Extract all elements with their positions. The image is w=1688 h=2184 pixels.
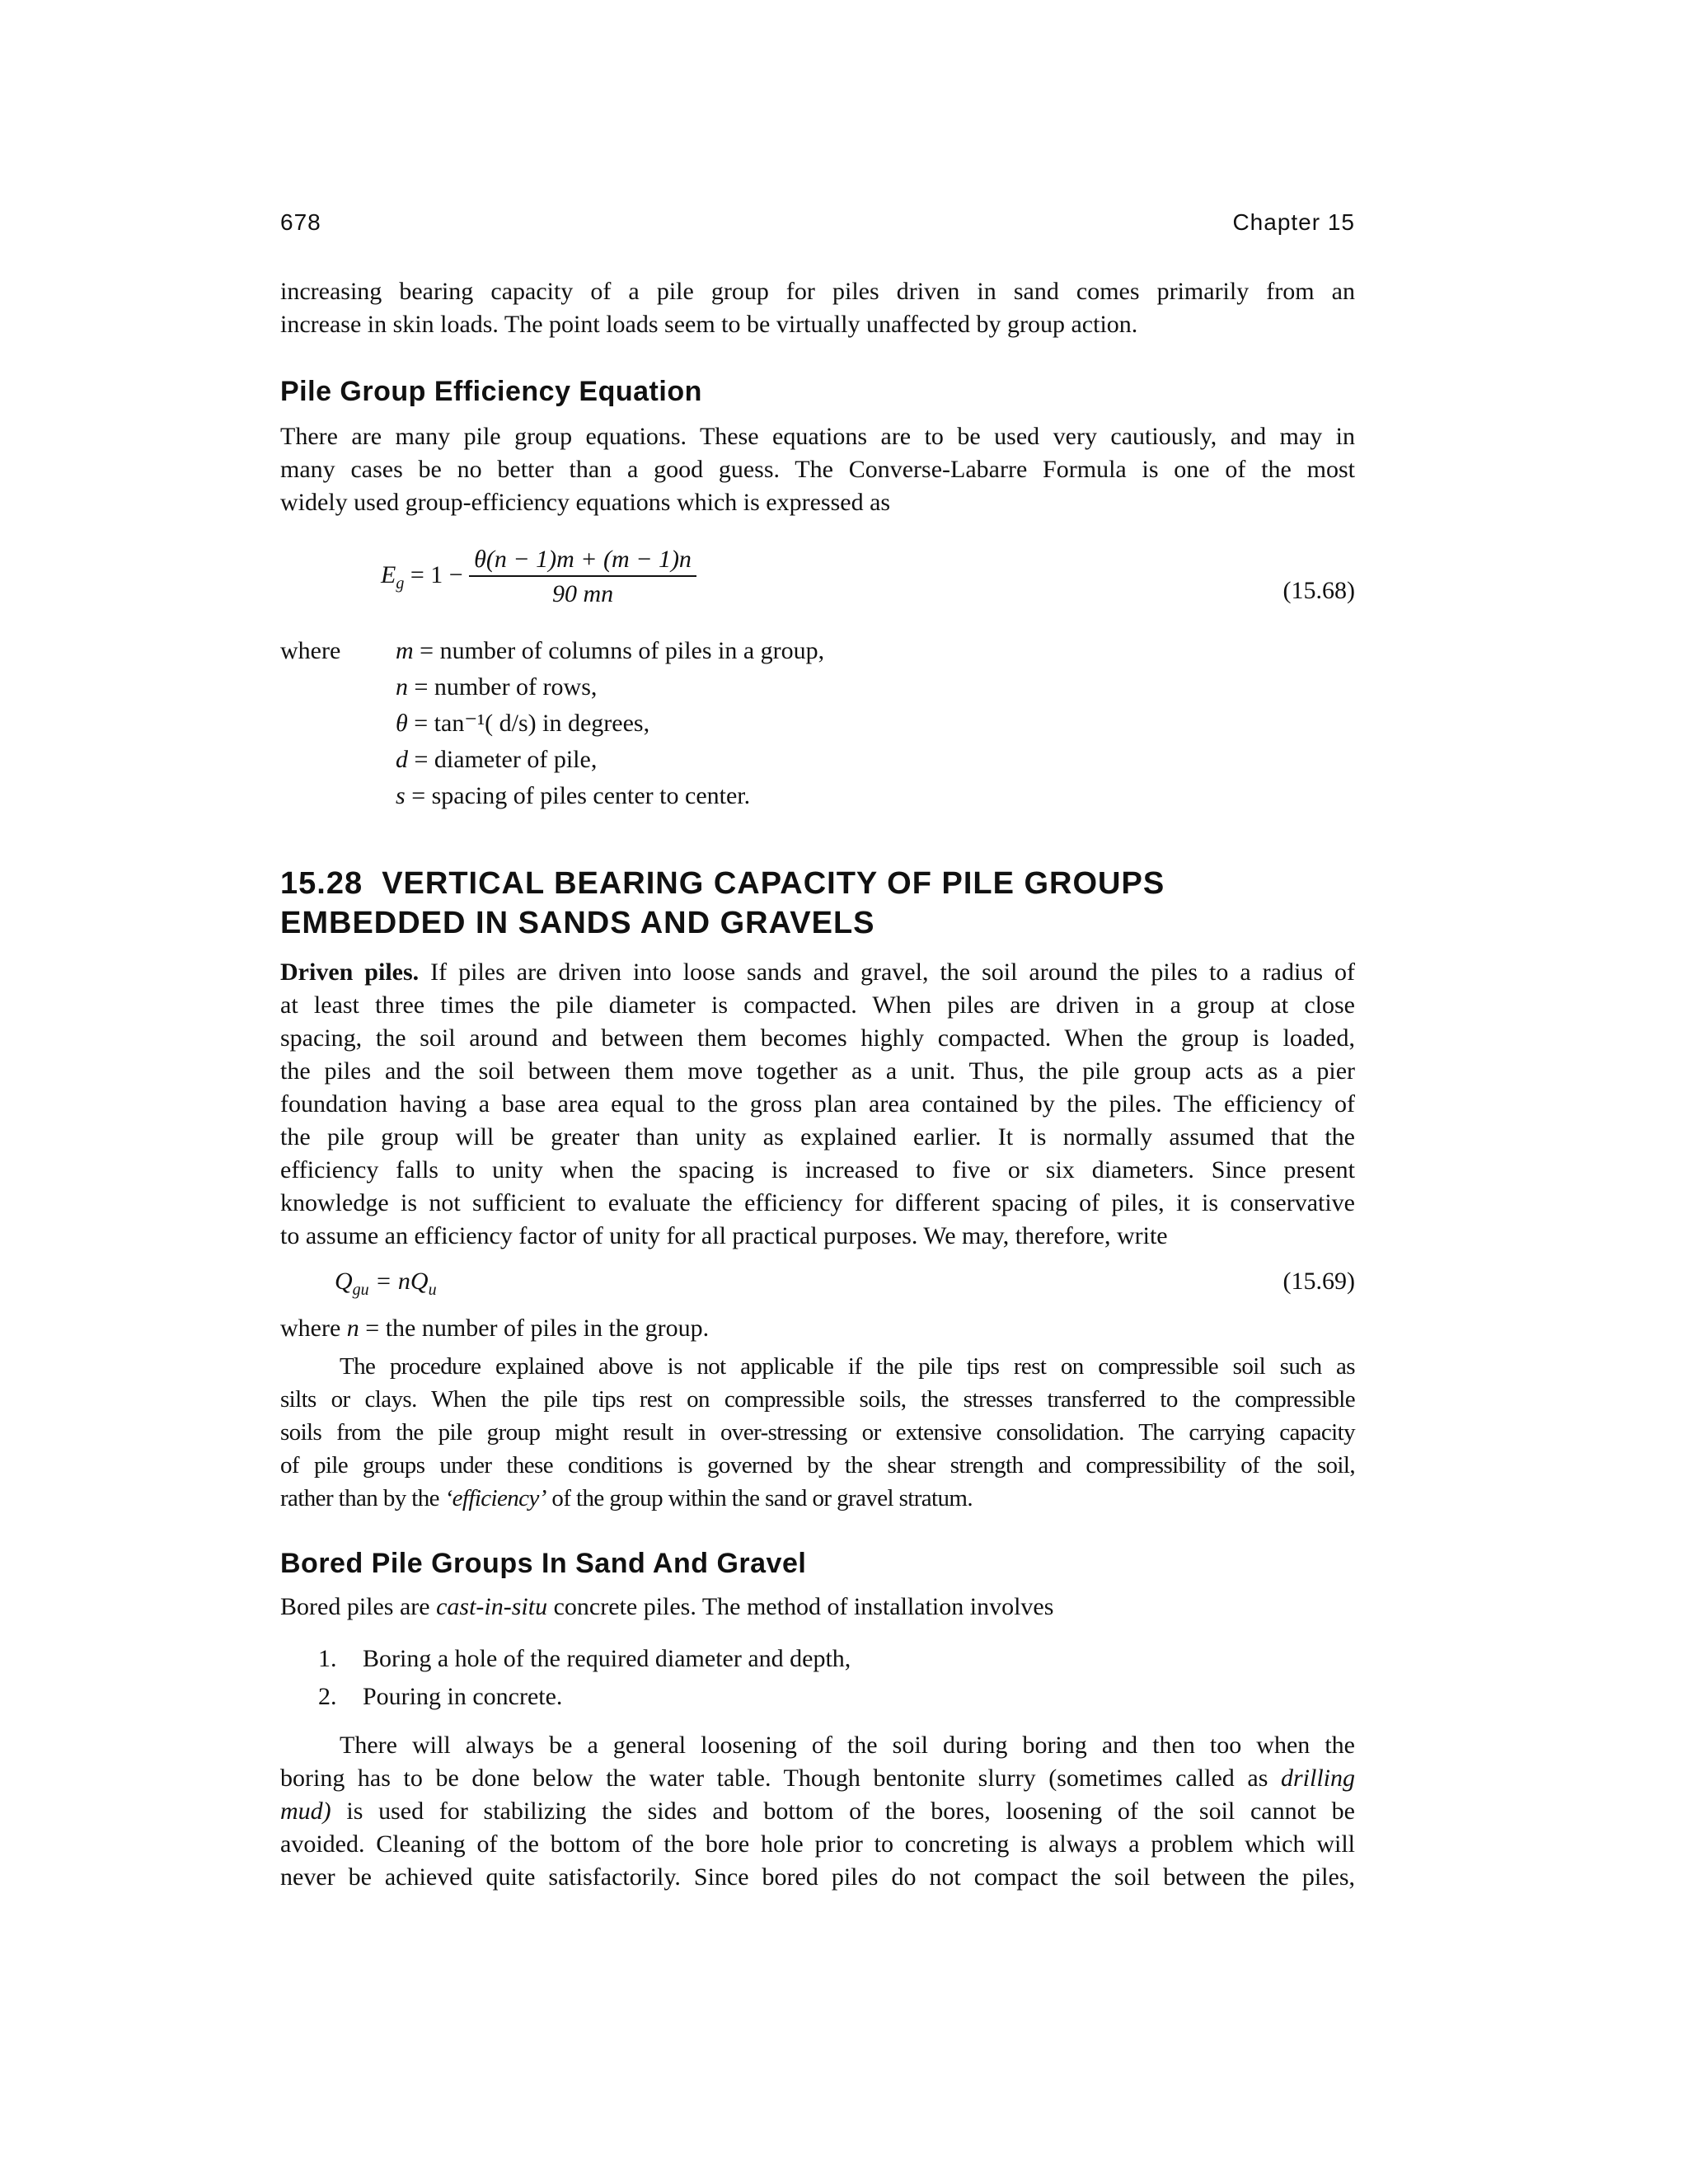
equation-number-15-68: (15.68) [1282, 577, 1355, 604]
text-line: increase in skin loads. The point loads seem to be virtually unaffected by group action. [280, 311, 1138, 338]
text-run: is used for stabilizing the sides and bottom of the bores, loosening of the soil cannot be [331, 1797, 1355, 1825]
text-line: foundation having a base area equal to the gross plan area contained by the piles. The efficiency of [280, 1090, 1355, 1118]
text-line: the pile group will be greater than unity as explained earlier. It is normally assumed that the [280, 1123, 1355, 1151]
def-symbol: s [396, 782, 406, 809]
eq-lhs: Q [335, 1268, 353, 1295]
section-heading-line: EMBEDDED IN SANDS AND GRAVELS [280, 906, 875, 940]
text-run: Bored piles are [280, 1593, 437, 1620]
text-line: at least three times the pile diameter is compacted. When piles are driven in a group at close [280, 991, 1355, 1019]
text-line: spacing, the soil around and between them becomes highly compacted. When the group is loaded, [280, 1024, 1355, 1052]
procedure-paragraph [280, 1350, 1355, 1515]
installation-steps-list [318, 1640, 851, 1716]
def-text: = number of columns of piles in a group, [413, 637, 825, 664]
definition-m [396, 633, 824, 669]
def-symbol: θ [396, 710, 408, 737]
equation-15-69 [335, 1268, 437, 1300]
definitions-list [396, 633, 824, 814]
text-run: concrete piles. The method of installation involves [547, 1593, 1054, 1620]
text-run: rather than by the [280, 1485, 445, 1511]
def-symbol: d [396, 746, 408, 773]
list-number: 2. [318, 1683, 337, 1710]
text-line: never be achieved quite satisfactorily. Since bored piles do not compact the soil between the piles, [280, 1863, 1355, 1891]
def-text: = number of rows, [408, 673, 598, 701]
text-line [280, 1795, 1355, 1828]
equation-number-15-69: (15.69) [1282, 1268, 1355, 1295]
text-line [280, 1762, 1355, 1795]
eq-rhs: Q [410, 1268, 429, 1295]
text-run: cast-in-situ [436, 1593, 548, 1620]
text-run: of the group within the sand or gravel stratum. [546, 1485, 973, 1511]
bored-intro [280, 1591, 1053, 1624]
where-n-line [280, 1312, 709, 1345]
def-text: = tan⁻¹( d/s) in degrees, [407, 710, 650, 737]
text-line: silts or clays. When the pile tips rest on compressible soils, the stresses transferred to the compressible [280, 1386, 1355, 1413]
list-item [318, 1640, 851, 1678]
eq-denominator: 90 mn [551, 580, 614, 607]
chapter-label: Chapter 15 [1232, 209, 1355, 235]
def-text: = diameter of pile, [408, 746, 598, 773]
list-item [318, 1678, 851, 1716]
eq-lhs: E [381, 560, 396, 588]
eq-lhs-sub: gu [352, 1281, 369, 1299]
text-line: avoided. Cleaning of the bottom of the bore hole prior to concreting is always a problem which will [280, 1830, 1355, 1858]
text-run: drilling [1280, 1765, 1355, 1792]
definition-s [396, 778, 824, 814]
text-line: to assume an efficiency factor of unity for all practical purposes. We may, therefore, write [280, 1222, 1168, 1249]
text-run: If piles are driven into loose sands and gravel, the soil around the piles to a radius of [419, 958, 1355, 986]
text-line: widely used group-efficiency equations which is expressed as [280, 489, 891, 516]
text-line: the piles and the soil between them move together as a unit. Thus, the pile group acts as a pier [280, 1057, 1355, 1085]
intro-paragraph [280, 275, 1355, 341]
def-text: = spacing of piles center to center. [405, 782, 751, 809]
text-line: knowledge is not sufficient to evaluate the efficiency for different spacing of piles, it is conservative [280, 1189, 1355, 1216]
subsection-heading-bored: Bored Pile Groups In Sand And Gravel [280, 1548, 807, 1579]
text-run: boring has to be done below the water table. Though bentonite slurry (sometimes called as [280, 1765, 1281, 1792]
text-line [280, 1482, 1355, 1515]
driven-piles-paragraph [280, 956, 1355, 1253]
text-run: where [280, 1315, 347, 1342]
driven-piles-label: Driven piles. [280, 958, 420, 986]
definition-n [396, 669, 824, 705]
eq-equals-one-minus: = 1 − [410, 560, 463, 588]
text-line: There will always be a general loosening of the soil during boring and then too when the [340, 1732, 1355, 1759]
text-run: mud) [280, 1797, 331, 1825]
text-line: of pile groups under these conditions is governed by the shear strength and compressibility of the soil, [280, 1452, 1355, 1479]
list-text: Pouring in concrete. [363, 1683, 563, 1710]
section-heading-15-28 [280, 864, 1165, 943]
def-symbol: n [396, 673, 408, 701]
eq-fraction [469, 546, 696, 608]
where-label: where [280, 637, 341, 664]
eq-lhs-sub: g [396, 574, 405, 593]
efficiency-paragraph [280, 420, 1355, 519]
eq-numerator: θ(n − 1)m + (m − 1)n [469, 546, 696, 577]
text-line: There are many pile group equations. These equations are to be used very cautiously, and may in [280, 423, 1355, 450]
list-number: 1. [318, 1645, 337, 1672]
eq-rhs-sub: u [428, 1281, 437, 1299]
subsection-heading-efficiency: Pile Group Efficiency Equation [280, 376, 702, 407]
text-line: increasing bearing capacity of a pile group for piles driven in sand comes primarily from an [280, 278, 1355, 305]
text-line [280, 956, 1355, 989]
text-line: The procedure explained above is not applicable if the pile tips rest on compressible soil such as [340, 1353, 1355, 1380]
text-run: ‘efficiency’ [444, 1485, 546, 1511]
page-number: 678 [280, 209, 321, 235]
text-line: efficiency falls to unity when the spacing is increased to five or six diameters. Since present [280, 1156, 1355, 1183]
text-run: n [346, 1315, 359, 1342]
definition-theta [396, 705, 824, 742]
equation-15-68 [381, 546, 696, 608]
list-text: Boring a hole of the required diameter and depth, [363, 1645, 851, 1672]
text-line: many cases be no better than a good guess. The Converse-Labarre Formula is one of the most [280, 456, 1355, 483]
eq-mid: = n [368, 1268, 410, 1295]
loosening-paragraph [280, 1729, 1355, 1894]
section-heading-line: 15.28 VERTICAL BEARING CAPACITY OF PILE GROUPS [280, 866, 1165, 901]
text-run: = the number of piles in the group. [359, 1315, 710, 1342]
def-symbol: m [396, 637, 414, 664]
definition-d [396, 742, 824, 778]
text-line: soils from the pile group might result in over-stressing or extensive consolidation. The carrying capacity [280, 1419, 1355, 1446]
